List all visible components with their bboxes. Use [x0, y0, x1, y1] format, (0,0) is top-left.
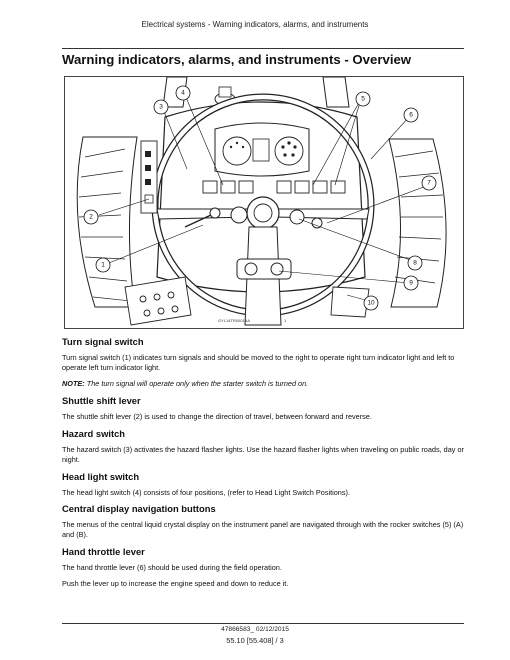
content-body: [62, 336, 464, 595]
section-paragraph: The hand throttle lever (6) should be used during the field operation.: [62, 563, 282, 573]
cab-pillar-right: [323, 77, 349, 107]
callout-10: [364, 296, 378, 310]
section-hand-throttle: [62, 546, 464, 589]
section-heading: Central display navigation buttons: [62, 503, 216, 515]
section-heading: Hazard switch: [62, 427, 126, 439]
section-heading: Head light switch: [62, 470, 140, 482]
svg-text:3: 3: [159, 103, 163, 111]
footer-rule: [62, 623, 464, 624]
section-paragraph: The head light switch (4) consists of four positions, (refer to Head Light Switch Positions).: [62, 487, 350, 497]
section-paragraph: The hazard switch (3) activates the hazard flasher lights. Use the hazard flasher lights when traveling on public roads, day or night.: [62, 444, 464, 464]
lever-knob-left: [231, 207, 247, 223]
callout-6: [404, 108, 418, 122]
callout-7: [422, 176, 436, 190]
footer-doc-id: 47866583_ 02/12/2015: [221, 626, 289, 633]
section-shuttle-shift: [62, 395, 464, 422]
section-head-light: [62, 471, 464, 498]
section-note: [62, 379, 464, 389]
svg-text:7: 7: [427, 179, 431, 187]
section-heading: Turn signal switch: [62, 336, 144, 347]
callout-1: [96, 258, 110, 272]
gauge-left: [223, 137, 251, 165]
figure-code: GYL14TR0001BA: [218, 318, 251, 323]
svg-text:2: 2: [89, 213, 93, 221]
callout-2: [84, 210, 98, 224]
section-paragraph: Turn signal switch (1) indicates turn signals and should be moved to the right to operate right turn indicator light and left to operate left turn indicator light.: [62, 353, 455, 372]
callout-9: [404, 276, 418, 290]
tractor-dashboard-drawing: [65, 77, 463, 328]
callout-4: [176, 86, 190, 100]
page-title: Warning indicators, alarms, and instruments - Overview: [62, 52, 412, 67]
footer-page-ref: 55.10 [55.408] / 3: [226, 636, 284, 645]
svg-text:4: 4: [181, 89, 185, 97]
note-text: The turn signal will operate only when the starter switch is turned on.: [86, 378, 309, 388]
svg-text:6: 6: [409, 111, 413, 119]
note-label: NOTE:: [62, 378, 85, 388]
callout-3: [154, 100, 168, 114]
running-header: Electrical systems - Warning indicators, alarms, and instruments: [141, 20, 369, 29]
lever-knob-right: [290, 210, 304, 224]
header-rule: [62, 48, 464, 49]
svg-text:9: 9: [409, 279, 413, 287]
svg-text:5: 5: [361, 95, 365, 103]
gauge-right: [275, 137, 303, 165]
section-hazard-switch: [62, 428, 464, 465]
section-paragraph: The shuttle shift lever (2) is used to change the direction of travel, between forward and reverse.: [62, 411, 372, 421]
section-turn-signal: [62, 336, 464, 389]
callout-8: [408, 256, 422, 270]
section-display-navigation: [62, 503, 464, 540]
figure-number: 1: [284, 318, 287, 323]
svg-text:8: 8: [413, 259, 417, 267]
section-heading: Hand throttle lever: [62, 546, 145, 558]
figure-illustration: [64, 76, 464, 329]
svg-text:1: 1: [101, 261, 105, 269]
svg-text:10: 10: [367, 299, 375, 307]
callout-5: [356, 92, 370, 106]
section-paragraph: Push the lever up to increase the engine speed and down to reduce it.: [62, 579, 289, 589]
section-heading: Shuttle shift lever: [62, 394, 141, 406]
section-paragraph: The menus of the central liquid crystal display on the instrument panel are navigated through with the rocker switches (5) (A) and (B).: [62, 520, 464, 540]
